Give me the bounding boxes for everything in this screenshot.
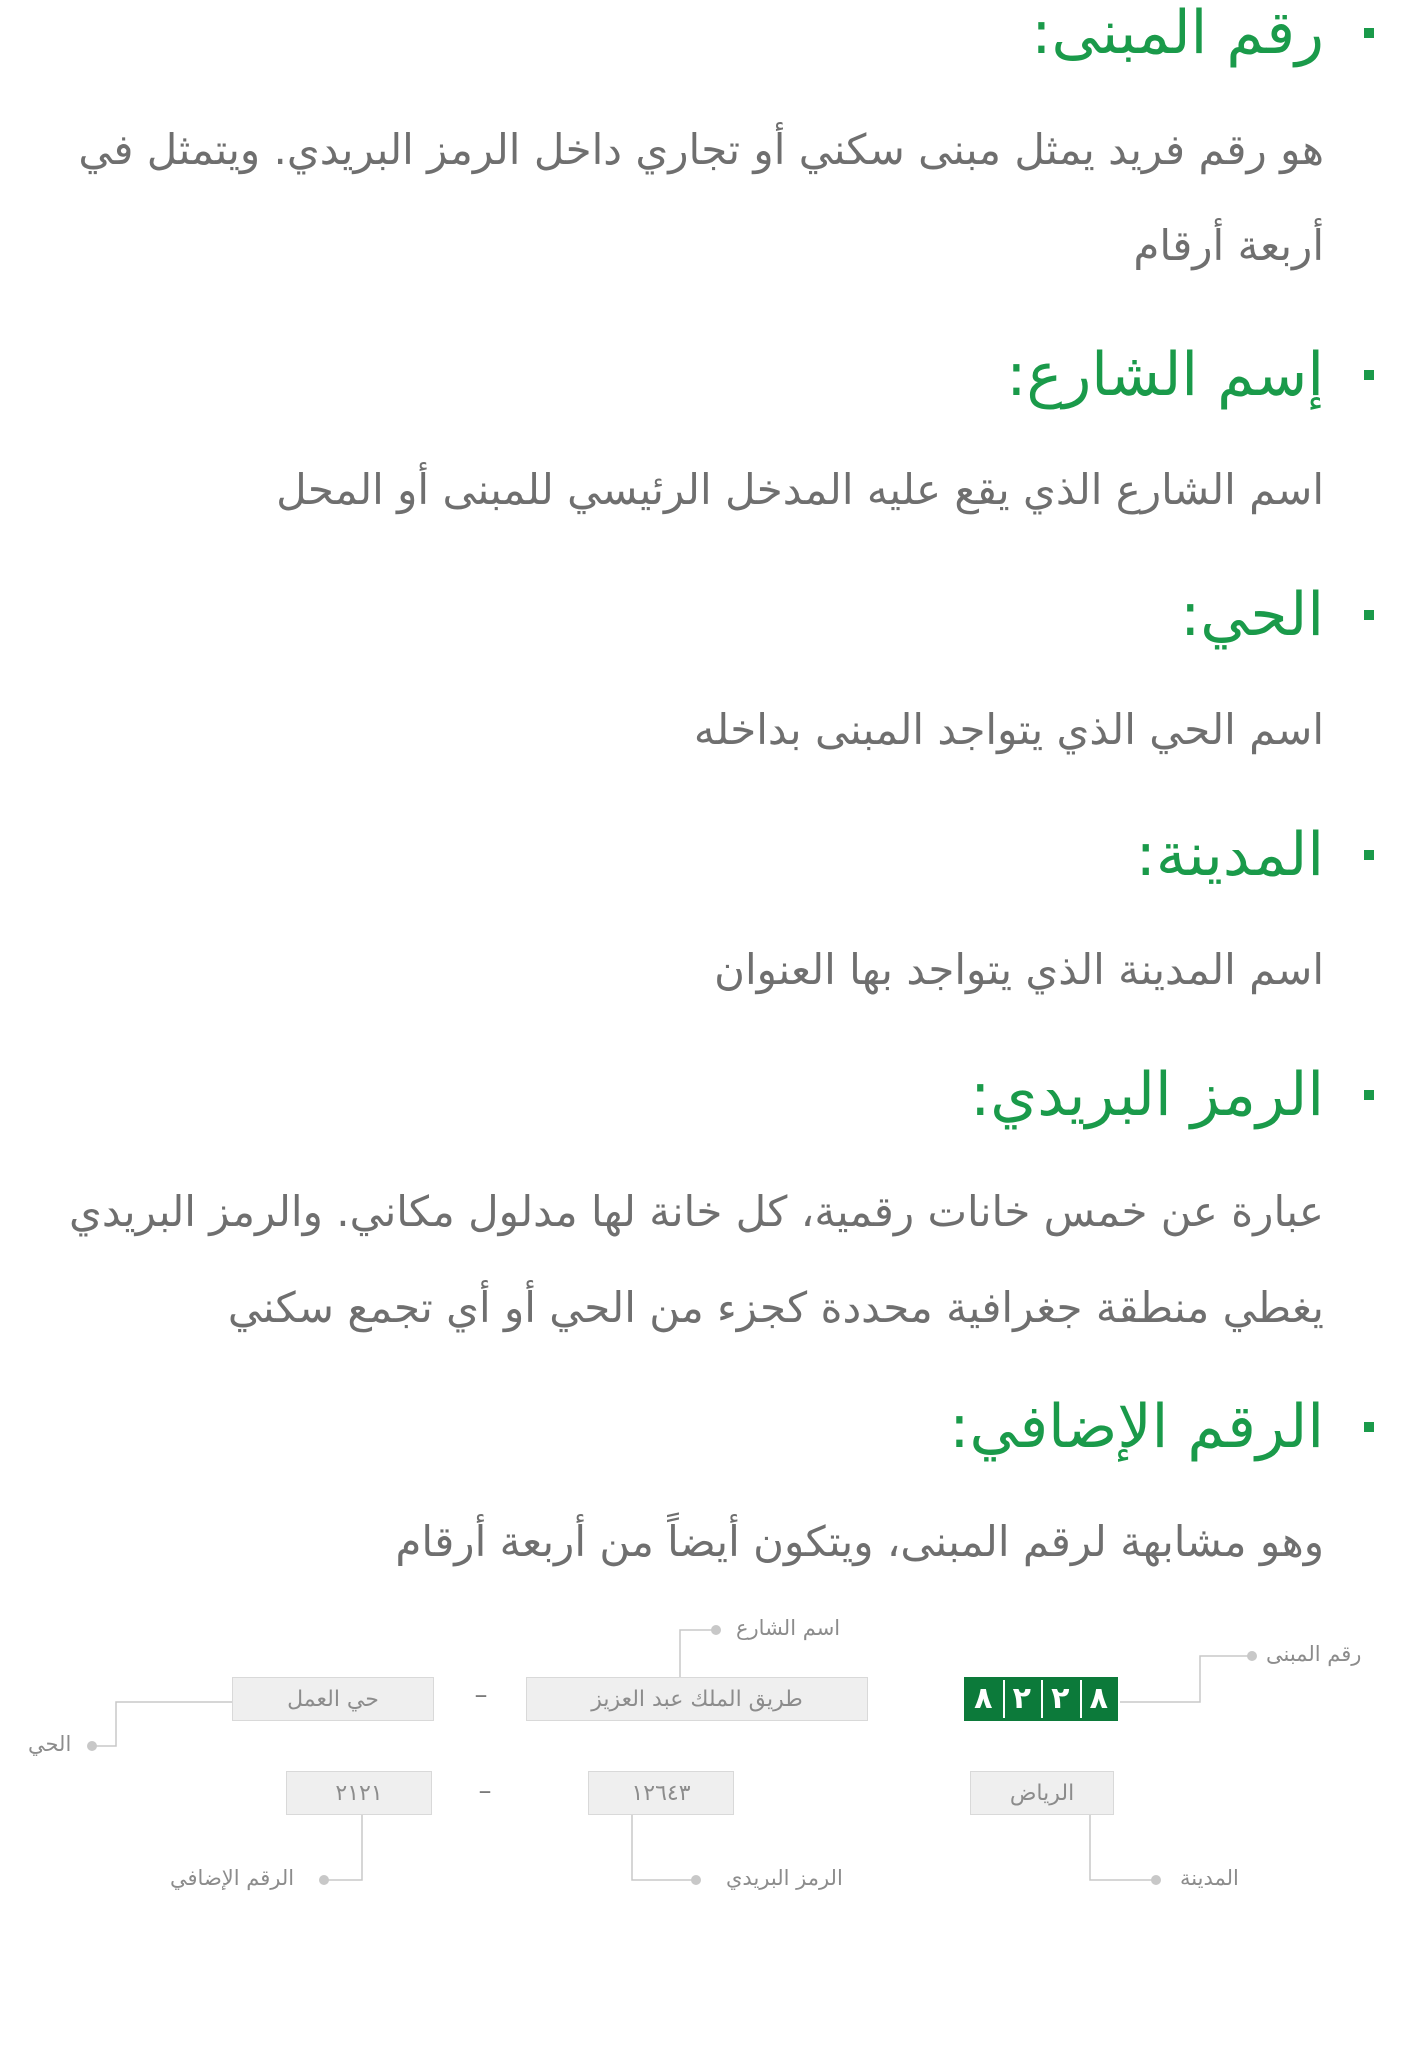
section-heading: إسم الشارع: [1006,340,1324,410]
postal-code-box: ١٢٦٤٣ [588,1771,734,1815]
connector-district [92,1702,232,1746]
connector-dot [691,1875,701,1885]
label-city: المدينة [1180,1866,1239,1890]
section-heading-row [0,810,1408,900]
bullet-icon [1364,28,1374,38]
building-number-digit: ٨ [1080,1680,1117,1718]
section-heading: الرقم الإضافي: [949,1392,1324,1462]
connector-building-number [1120,1656,1252,1702]
building-number-digit: ٨ [974,1681,993,1716]
section-text: وهو مشابهة لرقم المبنى، ويتكون أيضاً من أربعة أرقام [395,1517,1324,1566]
additional-number-box: ٢١٢١ [286,1771,432,1815]
connector-dot [319,1875,329,1885]
label-building-number: رقم المبنى [1266,1642,1362,1666]
building-number-digits [964,1677,1118,1721]
separator-dash: – [478,1776,492,1806]
building-number-digit: ٢ [1041,1680,1078,1718]
section-text: هو رقم فريد يمثل مبنى سكني أو تجاري داخل الرمز البريدي. ويتمثل في أربعة أرقام [78,125,1324,270]
building-number-digit: ٢ [1003,1680,1040,1718]
section-heading: المدينة: [1135,820,1324,890]
bullet-icon [1364,850,1374,860]
section-heading-row [0,1050,1408,1140]
district-box: حي العمل [232,1677,434,1721]
street-box: طريق الملك عبد العزيز [526,1677,868,1721]
label-additional-number: الرقم الإضافي [170,1866,295,1890]
section-heading: الرمز البريدي: [970,1060,1324,1130]
section-text: عبارة عن خمس خانات رقمية، كل خانة لها مدلول مكاني. والرمز البريدي يغطي منطقة جغرافية محددة كجزء من الحي أو أي تجمع سكني [69,1187,1324,1332]
section-heading-row [0,0,1408,78]
bullet-icon [1364,610,1374,620]
city-box: الرياض [970,1771,1114,1815]
connector-dot [1247,1651,1257,1661]
separator-dash: – [474,1680,488,1710]
section-heading-row [0,330,1408,420]
label-district: الحي [28,1732,72,1756]
label-street: اسم الشارع [736,1616,841,1640]
connector-dot [1151,1875,1161,1885]
label-postal-code: الرمز البريدي [726,1866,843,1890]
address-diagram [0,1590,1408,1920]
connector-additional-number [324,1815,362,1880]
bullet-icon [1364,1090,1374,1100]
section-text: اسم المدينة الذي يتواجد بها العنوان [714,945,1324,994]
section-text: اسم الحي الذي يتواجد المبنى بداخله [693,705,1324,754]
section-heading-row [0,1382,1408,1472]
connector-dot [711,1625,721,1635]
connector-street [680,1630,716,1677]
bullet-icon [1364,1422,1374,1432]
section-heading: الحي: [1180,580,1324,650]
connector-city [1090,1815,1156,1880]
connector-dot [87,1741,97,1751]
connector-postal-code [632,1815,696,1880]
bullet-icon [1364,370,1374,380]
section-heading-row [0,570,1408,660]
section-text: اسم الشارع الذي يقع عليه المدخل الرئيسي للمبنى أو المحل [276,465,1324,514]
section-heading: رقم المبنى: [1031,0,1324,68]
